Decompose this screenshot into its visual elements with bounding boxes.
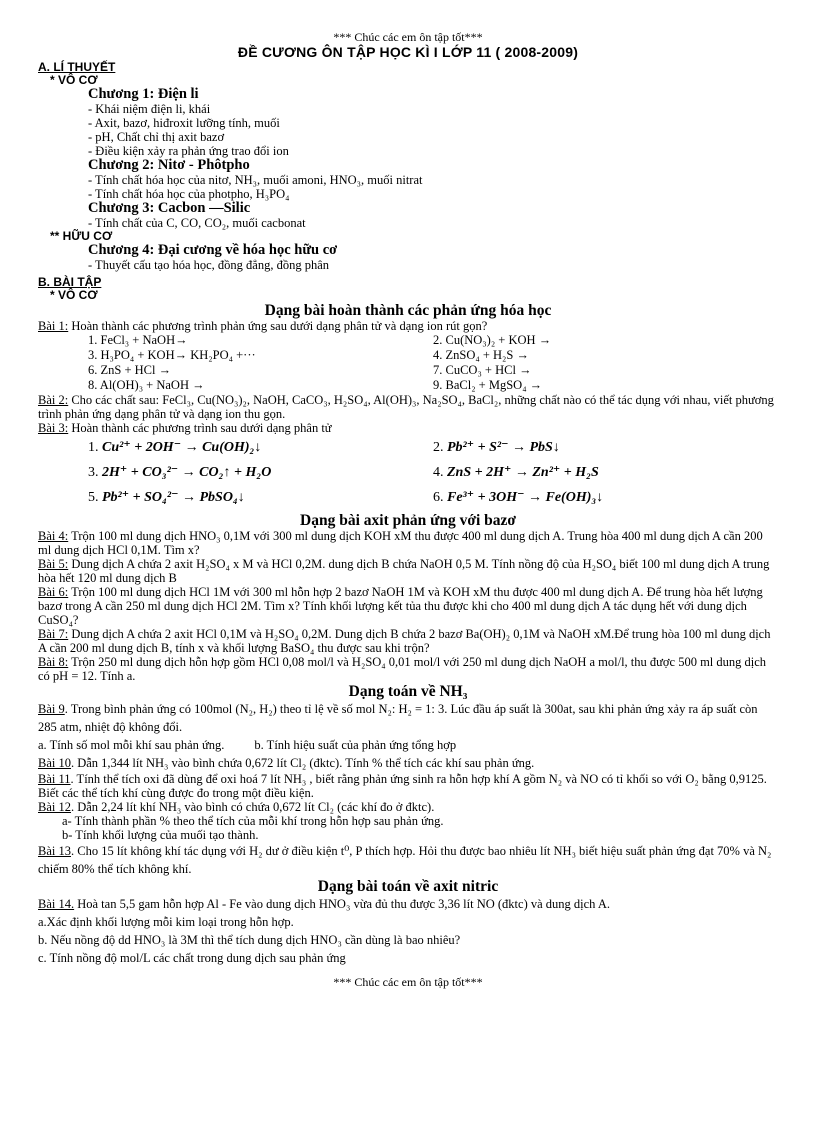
exercise-label: Bài 7: — [38, 627, 69, 641]
exercise-text: Hoàn thành các phương trình phản ứng sau dưới dạng phân tử và dạng ion rút gọn? — [68, 319, 488, 333]
exercise-text: Hoàn thành các phương trình sau dưới dạng phân tử — [68, 421, 332, 435]
exercise-9-parts — [38, 736, 778, 754]
exercise-part: b. Nếu nồng độ dd HNO₃ là 3M thì thể tích dung dịch HNO₃ cần dùng là bao nhiêu? — [38, 933, 461, 947]
equation-text: Cu²⁺ + 2OH⁻ → Cu(OH)₂↓ — [102, 440, 262, 455]
equation-number: 3. — [88, 465, 99, 480]
reaction: 7. CuCO₃ + HCl → — [433, 363, 532, 377]
reaction-row — [38, 378, 778, 393]
exercise-label: Bài 9 — [38, 702, 65, 716]
exercise-4 — [38, 529, 778, 557]
exercise-part: a. Tính số mol mỗi khí sau phản ứng. — [38, 738, 225, 752]
exercise-label: Bài 1: — [38, 319, 69, 333]
reaction-row — [38, 333, 778, 348]
chapter-3-title: Chương 3: Cacbon —Silic — [88, 200, 251, 216]
exercise-9 — [38, 700, 778, 736]
equation-number: 2. — [433, 440, 444, 455]
chapter-item: - Tính chất của C, CO, CO₂, muối cacbonat — [88, 216, 306, 230]
exercise-text: Cho các chất sau: FeCl₃, Cu(NO₃)₂, NaOH, CaCO₃, H₂SO₄, Al(OH)₃, Na₂SO₄, BaCl₂, những chất nào có thể tác dụng với nhau, viết phương trình phản ứng dạng phân tử và dạng ion thu gọn. — [38, 393, 774, 421]
exercise-2 — [38, 393, 778, 421]
exercise-text: Trộn 100 ml dung dịch HCl 1M với 300 ml hỗn hợp 2 bazơ NaOH 1M và KOH xM thu được 400 ml dung dịch A. Để trung hòa hết lượng bazơ trong A cần 250 ml dung dịch HCl 2M. Tìm x? Tính khối lượng kết tủa thu được khi cho 400 ml dung dịch A tác dụng hết với dung dịch CuSO₄? — [38, 585, 763, 627]
bottom-note: *** Chúc các em ôn tập tốt*** — [333, 975, 483, 989]
reaction: 1. FeCl₃ + NaOH→ — [88, 333, 188, 347]
exercise-11 — [38, 772, 778, 800]
reaction: 6. ZnS + HCl → — [88, 363, 172, 377]
exercise-part: c. Tính nồng độ mol/L các chất trong dung dịch sau phản ứng — [38, 951, 346, 965]
equation-number: 4. — [433, 465, 444, 480]
top-note: *** Chúc các em ôn tập tốt*** — [333, 30, 483, 44]
exercise-7 — [38, 627, 778, 655]
equation-row — [38, 460, 778, 485]
reaction: 9. BaCl₂ + MgSO₄ → — [433, 378, 543, 392]
equation-text: Pb²⁺ + S²⁻ → PbS↓ — [447, 440, 560, 455]
equation-row — [38, 435, 778, 460]
reaction: 4. ZnSO₄ + H₂S → — [433, 348, 529, 362]
exercise-part: b- Tính khối lượng của muối tạo thành. — [62, 828, 259, 842]
chapter-4-title: Chương 4: Đại cương về hóa học hữu cơ — [88, 242, 338, 258]
equation — [38, 485, 433, 510]
exercise-label: Bài 6: — [38, 585, 69, 599]
exercise-label: Bài 8: — [38, 655, 69, 669]
exercise-13 — [38, 842, 778, 878]
equation-text: ZnS + 2H⁺ → Zn²⁺ + H₂S — [447, 465, 599, 480]
chapter-1-title: Chương 1: Điện li — [88, 86, 199, 102]
equation-row — [38, 485, 778, 510]
section-b-heading: B. BÀI TẬP — [38, 275, 102, 289]
exercise-part: a.Xác định khối lượng mỗi kim loại trong hỗn hợp. — [38, 915, 294, 929]
section-b-voco: * VÔ CƠ — [50, 288, 98, 302]
exercise-10 — [38, 754, 778, 772]
exercise-part: b. Tính hiệu suất của phản ứng tổng hợp — [254, 738, 457, 752]
chapter-2-title: Chương 2: Nitơ - Phôtpho — [88, 157, 250, 173]
exercise-label: Bài 10 — [38, 756, 71, 770]
exercise-part: a- Tính thành phần % theo thể tích của mỗi khí trong hỗn hợp sau phản ứng. — [62, 814, 444, 828]
exercise-text: . Cho 15 lít không khí tác dụng với H₂ dư ở điều kiện t⁰, P thích hợp. Hỏi thu được bao nhiêu lít NH₃ biết hiệu suất phản ứng đạt 70% và N₂ chiếm 80% thể tích không khí. — [38, 844, 772, 876]
equation-text: 2H⁺ + CO₃²⁻ → CO₂↑ + H₂O — [102, 465, 272, 480]
exercise-text: Hoà tan 5,5 gam hỗn hợp Al - Fe vào dung dịch HNO₃ vừa đủ thu được 3,36 lít NO (đktc) và dung dịch A. — [74, 897, 611, 911]
section-a-huuco: ** HỮU CƠ — [50, 229, 113, 243]
exercise-text: . Dẫn 1,344 lít NH₃ vào bình chứa 0,672 lít Cl₂ (đktc). Tính % thể tích các khí sau phản ứng. — [70, 756, 535, 770]
chapter-item: - Tính chất hóa học của photpho, H₃PO₄ — [88, 187, 290, 201]
exercise-label: Bài 2: — [38, 393, 69, 407]
exercise-3 — [38, 421, 778, 435]
exercise-6 — [38, 585, 778, 627]
exercise-text: Dung dịch A chứa 2 axit H₂SO₄ x M và HCl 0,2M. dung dịch B chứa NaOH 0,5 M. Tính nồng độ của H₂SO₄ biết 100 ml dung dịch A trung hòa hết 120 ml dung dịch B — [38, 557, 770, 585]
section-a-voco: * VÔ CƠ — [50, 73, 98, 87]
chapter-item: - Điều kiện xảy ra phản ứng trao đổi ion — [88, 144, 289, 158]
chapter-item: - Axit, bazơ, hiđroxit lưỡng tính, muối — [88, 116, 280, 130]
exercise-label: Bài 13 — [38, 844, 71, 858]
document-page — [38, 30, 778, 989]
chapter-item: - Khái niệm điện li, khái — [88, 102, 211, 116]
exercise-text: Trộn 100 ml dung dịch HNO₃ 0,1M với 300 ml dung dịch KOH xM thu được 400 ml dung dịch A. Trung hòa 400 ml dung dịch A cần 200 ml dung dịch HCl 0,1M. Tìm x? — [38, 529, 763, 557]
equation — [433, 485, 778, 510]
exercise-label: Bài 11 — [38, 772, 71, 786]
equation-number: 1. — [88, 440, 99, 455]
reaction: 8. Al(OH)₃ + NaOH → — [88, 378, 205, 392]
dang-3-title: Dạng toán về NH₃ — [348, 683, 468, 700]
dang-1-title: Dạng bài hoàn thành các phản ứng hóa học — [264, 302, 552, 319]
section-a-heading: A. LÍ THUYẾT — [38, 60, 116, 74]
exercise-label: Bài 5: — [38, 557, 69, 571]
equation-text: Fe³⁺ + 3OH⁻ → Fe(OH)₃↓ — [447, 490, 604, 505]
exercise-text: . Trong bình phản ứng có 100mol (N₂, H₂) theo tỉ lệ về số mol N₂: H₂ = 1: 3. Lúc đầu áp suất là 300at, sau khi phản ứng xảy ra áp suất còn 285 atm, nhiệt độ không đổi. — [38, 702, 758, 734]
dang-2-title: Dạng bài axit phản ứng với bazơ — [300, 512, 516, 529]
reaction: 2. Cu(NO₃)₂ + KOH → — [433, 333, 552, 347]
exercise-1 — [38, 319, 778, 333]
exercise-label: Bài 4: — [38, 529, 69, 543]
reaction-row — [38, 363, 778, 378]
exercise-label: Bài 12 — [38, 800, 71, 814]
equation — [433, 460, 778, 485]
reaction: 3. H₃PO₄ + KOH→ KH₂PO₄ +··· — [88, 348, 256, 362]
exercise-text: Trộn 250 ml dung dịch hỗn hợp gồm HCl 0,08 mol/l và H₂SO₄ 0,01 mol/l với 250 ml dung dịch NaOH a mol/l, thu được 500 ml dung dịch có pH = 12. Tính a. — [38, 655, 767, 683]
exercise-text: . Tính thể tích oxi đã dùng để oxi hoá 7 lít NH₃ , biết rằng phản ứng sinh ra hỗn hợp khí A gồm N₂ và NO có tỉ khối so với O₂ bằng 0,9125. Biết các thể tích khí cùng được đo trong một điều kiện. — [38, 772, 767, 800]
exercise-8 — [38, 655, 778, 683]
exercise-text: Dung dịch A chứa 2 axit HCl 0,1M và H₂SO₄ 0,2M. Dung dịch B chứa 2 bazơ Ba(OH)₂ 0,1M và NaOH xM.Để trung hòa 100 ml dung dịch A cần 200 ml dung dịch B, tính x và khối lượng BaSO₄ thu được sau khi trộn? — [38, 627, 771, 655]
reaction-row — [38, 348, 778, 363]
exercise-14 — [38, 895, 778, 913]
equation — [38, 435, 433, 460]
equation-number: 5. — [88, 490, 99, 505]
equation-number: 6. — [433, 490, 444, 505]
exercise-label: Bài 14. — [38, 897, 75, 911]
exercise-12 — [38, 800, 778, 814]
document-title: ĐỀ CƯƠNG ÔN TẬP HỌC KÌ I LỚP 11 ( 2008-2009) — [237, 44, 579, 60]
chapter-item: - Tính chất hóa học của nitơ, NH₃, muối amoni, HNO₃, muối nitrat — [88, 173, 423, 187]
equation — [38, 460, 433, 485]
chapter-item: - Thuyết cấu tạo hóa học, đồng đẳng, đồng phân — [88, 258, 330, 272]
exercise-text: . Dẫn 2,24 lít khí NH₃ vào bình có chứa 0,672 lít Cl₂ (các khí đo ở đktc). — [70, 800, 435, 814]
dang-4-title: Dạng bài toán về axit nitric — [317, 878, 499, 895]
equation — [433, 435, 778, 460]
exercise-label: Bài 3: — [38, 421, 69, 435]
chapter-item: - pH, Chất chỉ thị axit bazơ — [88, 130, 225, 144]
exercise-5 — [38, 557, 778, 585]
equation-text: Pb²⁺ + SO₄²⁻ → PbSO₄↓ — [102, 490, 245, 505]
